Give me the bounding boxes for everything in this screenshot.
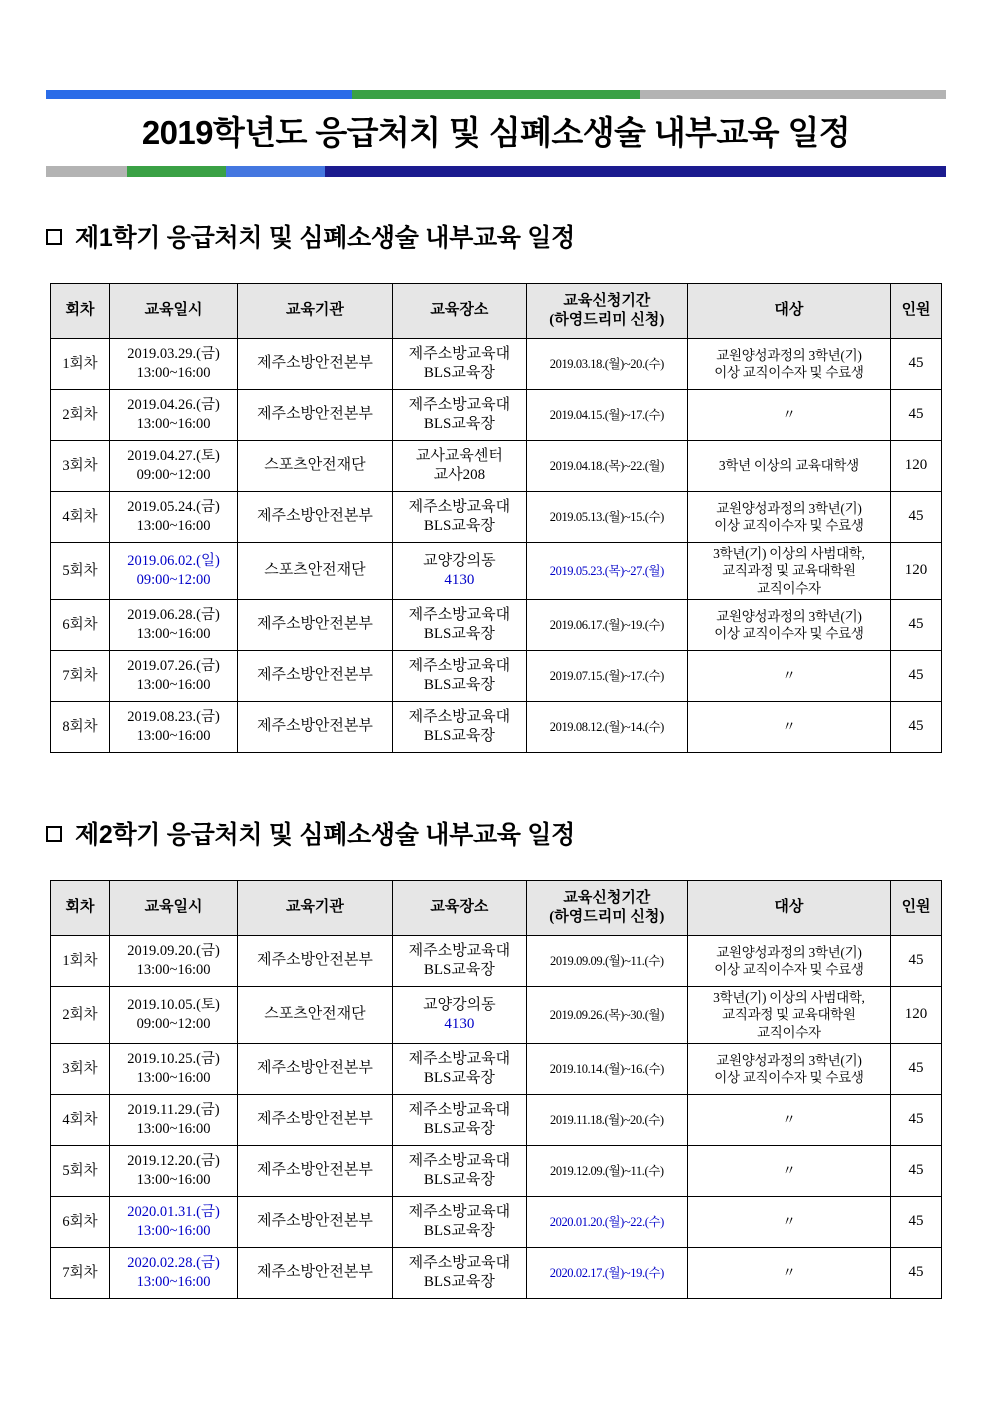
table-row — [51, 543, 942, 600]
cell-round: 4회차 — [51, 492, 110, 543]
datetime-date: 2019.11.29.(금) — [127, 1102, 220, 1119]
cell-place — [392, 1145, 526, 1196]
rule-segment-gray — [46, 166, 127, 177]
document-title: 2019학년도 응급처치 및 심폐소생술 내부교육 일정 — [141, 114, 851, 151]
place-line2: BLS교육장 — [423, 676, 495, 693]
place-line2: 4130 — [444, 1015, 475, 1032]
target-line3: 교직이수자 — [757, 580, 821, 596]
cell-period: 2019.05.23.(목)~27.(월) — [526, 543, 687, 600]
cell-target — [687, 936, 890, 987]
cell-round: 7회차 — [51, 650, 110, 701]
cell-organization: 스포츠안전재단 — [238, 987, 393, 1044]
col-header-period-line1: 교육신청기간 — [563, 889, 651, 906]
place-line1: 제주소방교육대 — [408, 1152, 511, 1169]
table-row — [51, 339, 942, 390]
col-header-period-line2: (하영드리미 신청) — [549, 909, 665, 925]
place-line2: 교사208 — [433, 467, 486, 483]
cell-datetime — [109, 701, 237, 752]
col-header-target: 대상 — [687, 881, 890, 936]
table-row — [51, 987, 942, 1044]
place-line1: 제주소방교육대 — [408, 1101, 511, 1118]
datetime-time: 13:00~16:00 — [136, 416, 211, 432]
cell-capacity: 45 — [891, 1043, 942, 1094]
table-body — [51, 339, 942, 753]
target-line1: 3학년(기) 이상의 사범대학, — [713, 990, 865, 1005]
cell-capacity: 45 — [891, 650, 942, 701]
cell-round: 6회차 — [51, 1196, 110, 1247]
cell-round: 5회차 — [51, 543, 110, 600]
cell-target — [687, 492, 890, 543]
place-line1: 제주소방교육대 — [408, 1050, 511, 1067]
cell-capacity: 45 — [891, 492, 942, 543]
table-row — [51, 650, 942, 701]
place-line2: BLS교육장 — [423, 365, 495, 381]
target-line2: 이상 교직이수자 및 수료생 — [714, 365, 864, 380]
place-line1: 제주소방교육대 — [408, 396, 511, 413]
cell-period: 2019.05.13.(월)~15.(수) — [526, 492, 687, 543]
cell-organization: 스포츠안전재단 — [238, 543, 393, 600]
place-line1: 제주소방교육대 — [408, 708, 511, 725]
table-row — [51, 1196, 942, 1247]
cell-period: 2019.04.15.(월)~17.(수) — [526, 390, 687, 441]
datetime-time: 09:00~12:00 — [136, 467, 211, 483]
table-row — [51, 1247, 942, 1298]
target-line2: 이상 교직이수자 및 수료생 — [714, 962, 864, 977]
datetime-date: 2019.12.20.(금) — [127, 1153, 220, 1170]
place-line2: BLS교육장 — [423, 962, 495, 978]
cell-round: 8회차 — [51, 701, 110, 752]
cell-capacity: 45 — [891, 339, 942, 390]
title-rule-top — [46, 90, 946, 99]
table-row — [51, 390, 942, 441]
datetime-time: 13:00~16:00 — [136, 625, 211, 642]
cell-target: 〃 — [687, 650, 890, 701]
cell-capacity: 45 — [891, 1247, 942, 1298]
cell-place — [392, 390, 526, 441]
cell-place — [392, 599, 526, 650]
col-header-period — [526, 881, 687, 936]
table-row — [51, 492, 942, 543]
cell-target — [687, 599, 890, 650]
table-row — [51, 599, 942, 650]
section-heading-semester-2 — [46, 815, 575, 851]
datetime-time: 13:00~16:00 — [136, 1171, 211, 1188]
cell-organization: 제주소방안전본부 — [238, 339, 393, 390]
place-line2: BLS교육장 — [423, 727, 495, 744]
datetime-date: 2019.10.25.(금) — [127, 1051, 220, 1068]
cell-datetime — [109, 1043, 237, 1094]
cell-datetime — [109, 441, 237, 492]
place-line2: BLS교육장 — [423, 1069, 495, 1086]
datetime-time: 13:00~16:00 — [136, 1273, 211, 1290]
datetime-date: 2019.06.28.(금) — [127, 607, 220, 624]
place-line1: 제주소방교육대 — [408, 606, 511, 623]
section-heading-semester-1 — [46, 218, 575, 254]
table-row — [51, 936, 942, 987]
target-line1: 교원양성과정의 3학년(기) — [716, 347, 862, 363]
target-line2: 이상 교직이수자 및 수료생 — [714, 1069, 864, 1085]
target-line1: 교원양성과정의 3학년(기) — [716, 608, 862, 624]
cell-round: 2회차 — [51, 987, 110, 1044]
title-rule-bottom — [46, 166, 946, 177]
datetime-time: 09:00~12:00 — [136, 1015, 211, 1032]
datetime-date: 2019.08.23.(금) — [127, 709, 220, 726]
cell-datetime — [109, 492, 237, 543]
cell-place — [392, 701, 526, 752]
cell-period: 2019.12.09.(월)~11.(수) — [526, 1145, 687, 1196]
cell-period: 2019.07.15.(월)~17.(수) — [526, 650, 687, 701]
section-heading-text: 제1학기 응급처치 및 심폐소생술 내부교육 일정 — [75, 224, 575, 252]
table-row — [51, 701, 942, 752]
cell-period: 2019.04.18.(목)~22.(월) — [526, 441, 687, 492]
cell-target: 〃 — [687, 1094, 890, 1145]
square-bullet-icon — [46, 229, 62, 245]
cell-datetime — [109, 1094, 237, 1145]
datetime-date: 2019.04.26.(금) — [127, 397, 220, 414]
col-header-place: 교육장소 — [392, 881, 526, 936]
title-banner — [46, 90, 946, 177]
cell-round: 3회차 — [51, 441, 110, 492]
datetime-time: 13:00~16:00 — [136, 1069, 211, 1086]
cell-organization: 제주소방안전본부 — [238, 1196, 393, 1247]
table-header-row — [51, 881, 942, 936]
cell-period: 2019.08.12.(월)~14.(수) — [526, 701, 687, 752]
cell-capacity: 45 — [891, 1094, 942, 1145]
place-line1: 교양강의동 — [423, 996, 496, 1013]
place-line1: 제주소방교육대 — [408, 1254, 511, 1271]
cell-organization: 제주소방안전본부 — [238, 650, 393, 701]
cell-place — [392, 936, 526, 987]
cell-place — [392, 492, 526, 543]
datetime-date: 2019.06.02.(일) — [127, 553, 220, 570]
square-bullet-icon — [46, 826, 62, 842]
cell-target — [687, 339, 890, 390]
cell-target: 〃 — [687, 1247, 890, 1298]
cell-place — [392, 1247, 526, 1298]
datetime-time: 13:00~16:00 — [136, 676, 211, 693]
section-heading-text: 제2학기 응급처치 및 심폐소생술 내부교육 일정 — [75, 821, 575, 849]
cell-datetime — [109, 650, 237, 701]
cell-round: 5회차 — [51, 1145, 110, 1196]
cell-period: 2020.01.20.(월)~22.(수) — [526, 1196, 687, 1247]
cell-datetime — [109, 543, 237, 600]
datetime-date: 2019.04.27.(토) — [127, 448, 220, 465]
cell-period: 2019.09.09.(월)~11.(수) — [526, 936, 687, 987]
datetime-time: 13:00~16:00 — [136, 1222, 211, 1239]
cell-round: 3회차 — [51, 1043, 110, 1094]
cell-place — [392, 441, 526, 492]
col-header-round: 회차 — [51, 284, 110, 339]
cell-capacity: 120 — [891, 441, 942, 492]
cell-period: 2019.06.17.(월)~19.(수) — [526, 599, 687, 650]
target-line1: 교원양성과정의 3학년(기) — [716, 500, 862, 516]
rule-segment-blue — [226, 166, 325, 177]
cell-period: 2019.09.26.(목)~30.(월) — [526, 987, 687, 1044]
target-line2: 교직과정 및 교육대학원 — [722, 1007, 856, 1023]
col-header-organization: 교육기관 — [238, 881, 393, 936]
place-line1: 제주소방교육대 — [408, 498, 511, 515]
cell-round: 1회차 — [51, 936, 110, 987]
target-line1: 교원양성과정의 3학년(기) — [716, 944, 862, 960]
target-line2: 이상 교직이수자 및 수료생 — [714, 518, 864, 533]
cell-place — [392, 339, 526, 390]
schedule-table-semester-2 — [50, 880, 942, 1299]
col-header-datetime: 교육일시 — [109, 284, 237, 339]
table-row — [51, 1094, 942, 1145]
datetime-date: 2020.01.31.(금) — [127, 1204, 220, 1221]
rule-segment-green — [127, 166, 226, 177]
datetime-time: 09:00~12:00 — [136, 571, 211, 588]
cell-organization: 제주소방안전본부 — [238, 1247, 393, 1298]
cell-organization: 제주소방안전본부 — [238, 599, 393, 650]
datetime-time: 13:00~16:00 — [136, 727, 211, 744]
col-header-datetime: 교육일시 — [109, 881, 237, 936]
cell-place — [392, 1196, 526, 1247]
col-header-capacity: 인원 — [891, 881, 942, 936]
schedule-table-semester-1 — [50, 283, 942, 753]
cell-capacity: 45 — [891, 936, 942, 987]
target-line3: 교직이수자 — [757, 1024, 821, 1040]
cell-target: 〃 — [687, 390, 890, 441]
cell-place — [392, 1094, 526, 1145]
cell-period: 2020.02.17.(월)~19.(수) — [526, 1247, 687, 1298]
cell-datetime — [109, 1247, 237, 1298]
cell-organization: 제주소방안전본부 — [238, 1145, 393, 1196]
cell-round: 7회차 — [51, 1247, 110, 1298]
cell-round: 4회차 — [51, 1094, 110, 1145]
cell-organization: 제주소방안전본부 — [238, 390, 393, 441]
place-line2: BLS교육장 — [423, 1222, 495, 1239]
cell-capacity: 45 — [891, 390, 942, 441]
table-row — [51, 1043, 942, 1094]
cell-datetime — [109, 1196, 237, 1247]
cell-organization: 제주소방안전본부 — [238, 936, 393, 987]
col-header-capacity: 인원 — [891, 284, 942, 339]
place-line1: 제주소방교육대 — [408, 657, 511, 674]
target-line1: 교원양성과정의 3학년(기) — [716, 1052, 862, 1068]
cell-period: 2019.03.18.(월)~20.(수) — [526, 339, 687, 390]
cell-place — [392, 987, 526, 1044]
cell-place — [392, 543, 526, 600]
place-line2: BLS교육장 — [423, 518, 495, 534]
table-row — [51, 441, 942, 492]
datetime-time: 13:00~16:00 — [136, 962, 211, 978]
rule-segment-gray — [640, 90, 946, 99]
place-line2: BLS교육장 — [423, 1120, 495, 1137]
target-line2: 이상 교직이수자 및 수료생 — [714, 625, 864, 641]
cell-target — [687, 1043, 890, 1094]
cell-datetime — [109, 987, 237, 1044]
cell-period: 2019.11.18.(월)~20.(수) — [526, 1094, 687, 1145]
cell-organization: 스포츠안전재단 — [238, 441, 393, 492]
rule-segment-navy — [325, 166, 946, 177]
cell-target: 〃 — [687, 1145, 890, 1196]
cell-datetime — [109, 390, 237, 441]
cell-round: 2회차 — [51, 390, 110, 441]
cell-organization: 제주소방안전본부 — [238, 1043, 393, 1094]
cell-target: 〃 — [687, 701, 890, 752]
cell-target — [687, 543, 890, 600]
col-header-period-line2: (하영드리미 신청) — [549, 312, 665, 328]
place-line2: BLS교육장 — [423, 1171, 495, 1188]
cell-round: 1회차 — [51, 339, 110, 390]
datetime-time: 13:00~16:00 — [136, 518, 211, 534]
col-header-place: 교육장소 — [392, 284, 526, 339]
datetime-time: 13:00~16:00 — [136, 365, 211, 381]
cell-place — [392, 650, 526, 701]
col-header-period — [526, 284, 687, 339]
table-header-row — [51, 284, 942, 339]
place-line2: BLS교육장 — [423, 625, 495, 642]
cell-organization: 제주소방안전본부 — [238, 1094, 393, 1145]
place-line1: 제주소방교육대 — [408, 345, 511, 362]
datetime-date: 2019.10.05.(토) — [127, 997, 220, 1014]
place-line1: 제주소방교육대 — [408, 1203, 511, 1220]
place-line1: 교양강의동 — [423, 552, 496, 569]
cell-capacity: 45 — [891, 1196, 942, 1247]
cell-place — [392, 1043, 526, 1094]
cell-datetime — [109, 936, 237, 987]
cell-capacity: 120 — [891, 987, 942, 1044]
col-header-organization: 교육기관 — [238, 284, 393, 339]
rule-segment-green — [352, 90, 640, 99]
cell-target — [687, 987, 890, 1044]
cell-organization: 제주소방안전본부 — [238, 701, 393, 752]
datetime-date: 2020.02.28.(금) — [127, 1255, 220, 1272]
cell-datetime — [109, 339, 237, 390]
datetime-time: 13:00~16:00 — [136, 1120, 211, 1137]
cell-datetime — [109, 599, 237, 650]
cell-target: 〃 — [687, 1196, 890, 1247]
cell-organization: 제주소방안전본부 — [238, 492, 393, 543]
target-line1: 3학년(기) 이상의 사범대학, — [713, 546, 865, 561]
cell-datetime — [109, 1145, 237, 1196]
cell-capacity: 120 — [891, 543, 942, 600]
place-line1: 제주소방교육대 — [408, 942, 511, 959]
datetime-date: 2019.03.29.(금) — [127, 346, 220, 363]
cell-period: 2019.10.14.(월)~16.(수) — [526, 1043, 687, 1094]
datetime-date: 2019.05.24.(금) — [127, 499, 220, 516]
col-header-target: 대상 — [687, 284, 890, 339]
datetime-date: 2019.09.20.(금) — [127, 943, 220, 960]
target-line2: 교직과정 및 교육대학원 — [722, 563, 856, 579]
cell-capacity: 45 — [891, 701, 942, 752]
datetime-date: 2019.07.26.(금) — [127, 658, 220, 675]
place-line2: 4130 — [444, 571, 475, 588]
cell-target — [687, 441, 890, 492]
col-header-period-line1: 교육신청기간 — [563, 292, 651, 309]
rule-segment-blue — [46, 90, 352, 99]
cell-capacity: 45 — [891, 599, 942, 650]
cell-capacity: 45 — [891, 1145, 942, 1196]
cell-round: 6회차 — [51, 599, 110, 650]
table-body — [51, 936, 942, 1299]
col-header-round: 회차 — [51, 881, 110, 936]
target-line1: 3학년 이상의 교육대학생 — [718, 458, 859, 474]
place-line2: BLS교육장 — [423, 1273, 495, 1290]
place-line1: 교사교육센터 — [415, 447, 503, 464]
table-row — [51, 1145, 942, 1196]
place-line2: BLS교육장 — [423, 416, 495, 432]
